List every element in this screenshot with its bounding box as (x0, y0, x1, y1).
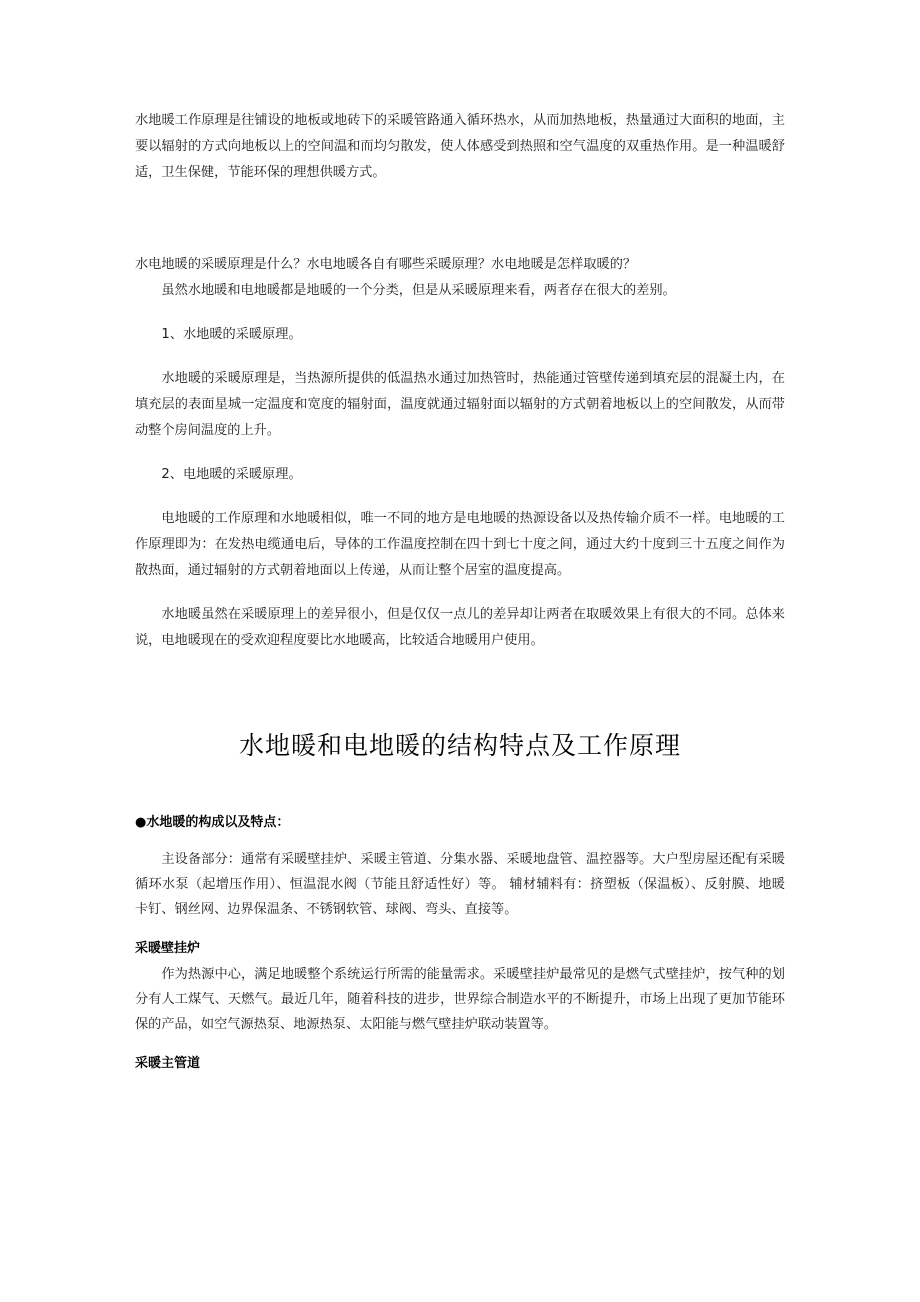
spacer (135, 922, 785, 936)
page-title: 水地暖和电地暖的结构特点及工作原理 (238, 731, 681, 760)
spacer (135, 444, 785, 462)
spacer (135, 584, 785, 602)
section-heading-structure: ●水地暖的构成以及特点： (135, 815, 290, 830)
spacer (135, 304, 785, 322)
spacer (135, 1037, 785, 1051)
spacer (135, 348, 785, 366)
answer-intro-paragraph: 虽然水地暖和电地暖都是地暖的一个分类，但是从采暖原理来看，两者存在很大的差别。 (161, 283, 676, 298)
item1-label: 1、水地暖的采暖原理。 (161, 327, 302, 342)
spacer (135, 762, 785, 810)
item1-body: 水地暖的采暖原理是，当热源所提供的低温热水通过加热管时，热能通过管壁传递到填充层的混凝土内，在填充层的表面星城一定温度和宽度的辐射面，温度就通过辐射面以辐射的方式朝着地板以上的空间散发，从而带动整个房间温度的上升。 (135, 371, 785, 438)
spacer (135, 488, 785, 506)
intro-paragraph: 水地暖工作原理是往铺设的地板或地砖下的采暖管路通入循环热水，从而加热地板，热量通过大面积的地面，主要以辐射的方式向地板以上的空间温和而均匀散发，使人体感受到热照和空气温度的双重热作用。是一种温暖舒适，卫生保健，节能环保的理想供暖方式。 (135, 113, 785, 180)
subheading-main-pipe: 采暖主管道 (135, 1056, 201, 1071)
spacer (135, 836, 785, 847)
spacer (135, 654, 785, 726)
subheading-boiler: 采暖壁挂炉 (135, 941, 201, 956)
item2-label: 2、电地暖的采暖原理。 (161, 467, 302, 482)
subsection-body-boiler: 作为热源中心，满足地暖整个系统运行所需的能量需求。采暖壁挂炉最常见的是燃气式壁挂炉，按气种的划分有人工煤气、天燃气。最近几年，随着科技的进步，世界综合制造水平的不断提升，市场上出现了更加节能环保的产品，如空气源热泵、地源热泵、太阳能与燃气壁挂炉联动装置等。 (135, 967, 785, 1032)
item2-body: 电地暖的工作原理和水地暖相似，唯一不同的地方是电地暖的热源设备以及热传输介质不一样。电地暖的工作原理即为：在发热电缆通电后，导体的工作温度控制在四十到七十度之间，通过大约十度到三十五度之间作为散热面，通过辐射的方式朝着地面以上传递，从而让整个居室的温度提高。 (135, 511, 785, 578)
document-body (135, 108, 785, 1077)
question-line: 水电地暖的采暖原理是什么？水电地暖各自有哪些采暖原理？水电地暖是怎样取暖的？ (135, 257, 637, 272)
summary-paragraph: 水地暖虽然在采暖原理上的差异很小，但是仅仅一点儿的差异却让两者在取暖效果上有很大的不同。总体来说，电地暖现在的受欢迎程度要比水地暖高，比较适合地暖用户使用。 (135, 607, 785, 648)
section-body-structure: 主设备部分：通常有采暖壁挂炉、采暖主管道、分集水器、采暖地盘管、温控器等。大户型房屋还配有采暖循环水泵（起增压作用）、恒温混水阀（节能且舒适性好）等。 辅材辅料有：挤塑板（保温板）、反射膜、地暖卡钉、钢丝网、边界保温条、不锈钢软管、球阀、弯头、直接等。 (135, 852, 785, 917)
spacer (135, 186, 785, 252)
